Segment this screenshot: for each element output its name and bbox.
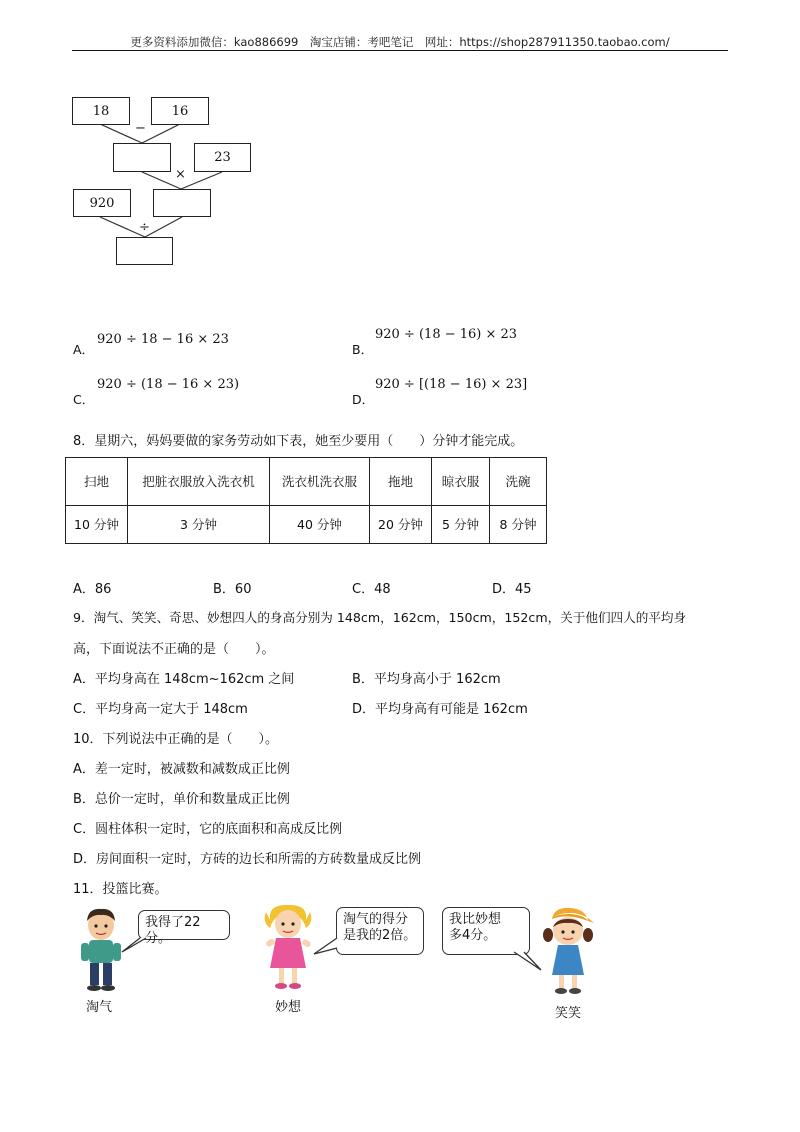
taoqi-bubble-tail [118,935,148,955]
diagram-box-920: 920 [73,189,131,217]
name-xiaoxiao: 笑笑 [555,1006,582,1021]
xiaoxiao-speech-bubble [442,907,530,955]
q9-option-c: C．平均身高一定大于 148cm [73,702,248,717]
q8-option-b: B．60 [213,582,252,597]
q8-option-d: D．45 [492,582,532,597]
q10-option-a: A．差一定时，被减数和减数成正比例 [73,762,290,777]
chore-header: 把脏衣服放入洗衣机 [128,458,270,506]
q8-option-c: C．48 [352,582,391,597]
q7-option-b-expr: 920 ÷ (18 − 16) × 23 [375,327,518,342]
q7-option-a-expr: 920 ÷ 18 − 16 × 23 [97,332,229,347]
times-operator: × [175,167,186,182]
girl-miaoxiang-illustration [262,902,314,992]
diagram-box-empty-1 [113,143,171,172]
miaoxiang-speech-line1: 淘气的得分 [343,912,409,927]
diagram-box-16: 16 [151,97,209,125]
miaoxiang-bubble-tail [310,936,340,958]
q7-option-a-letter: A． [73,342,95,357]
name-taoqi: 淘气 [86,1000,113,1015]
minus-operator: − [135,121,146,136]
taoqi-speech-bubble [138,910,230,946]
q9-option-a: A．平均身高在 148cm~162cm 之间 [73,672,295,687]
q7-option-c-expr: 920 ÷ (18 − 16 × 23) [97,377,240,392]
chores-time-row [66,506,547,544]
q7-option-d-letter: D． [352,392,375,407]
xiaoxiao-bubble-tail [508,950,544,974]
miaoxiang-speech-line2: 是我的2倍。 [343,928,417,943]
diagram-box-empty-3 [116,237,173,265]
q10-option-d: D．房间面积一定时，方砖的边长和所需的方砖数量成反比例 [73,852,422,867]
page-header: 更多资料添加微信：kao886699 淘宝店铺：考吧笔记 网址：https://shop287911350.taobao.com/ [130,35,670,49]
girl-xiaoxiao-illustration [540,905,596,997]
chore-time: 5 分钟 [432,506,490,544]
q9-stem-line1: 9．淘气、笑笑、奇思、妙想四人的身高分别为 148cm，162cm，150cm，152cm，关于他们四人的平均身 [73,610,687,625]
chore-time: 40 分钟 [270,506,370,544]
chores-table [65,457,547,544]
chore-header: 晾衣服 [432,458,490,506]
chore-time: 10 分钟 [66,506,128,544]
q11-stem: 11．投篮比赛。 [73,882,168,897]
q10-stem: 10．下列说法中正确的是（ ）。 [73,732,279,747]
q7-option-d-expr: 920 ÷ [(18 − 16) × 23] [375,377,528,392]
divide-operator: ÷ [139,220,150,235]
miaoxiang-speech-bubble [336,907,424,955]
xiaoxiao-speech-line1: 我比妙想 [449,912,502,927]
q7-option-b-letter: B． [352,342,374,357]
q8-option-a: A．86 [73,582,112,597]
chore-header: 扫地 [66,458,128,506]
q10-option-c: C．圆柱体积一定时，它的底面积和高成反比例 [73,822,343,837]
q7-option-c-letter: C． [73,392,95,407]
chores-header-row [66,458,547,506]
chore-header: 洗衣机洗衣服 [270,458,370,506]
xiaoxiao-speech-line2: 多4分。 [449,928,497,943]
chore-time: 20 分钟 [370,506,432,544]
diagram-box-empty-2 [153,189,211,217]
q9-option-b: B．平均身高小于 162cm [352,672,501,687]
diagram-box-18: 18 [72,97,130,125]
chore-time: 3 分钟 [128,506,270,544]
q8-stem: 8．星期六，妈妈要做的家务劳动如下表，她至少要用（ ）分钟才能完成。 [73,434,524,449]
taoqi-speech-text: 我得了22分。 [145,915,201,946]
diagram-box-23: 23 [194,143,251,172]
q10-option-b: B．总价一定时，单价和数量成正比例 [73,792,290,807]
chore-header: 拖地 [370,458,432,506]
name-miaoxiang: 妙想 [275,1000,302,1015]
q9-option-d: D．平均身高有可能是 162cm [352,702,528,717]
chore-time: 8 分钟 [490,506,547,544]
chore-header: 洗碗 [490,458,547,506]
q9-stem-line2: 高，下面说法不正确的是（ ）。 [73,642,275,657]
